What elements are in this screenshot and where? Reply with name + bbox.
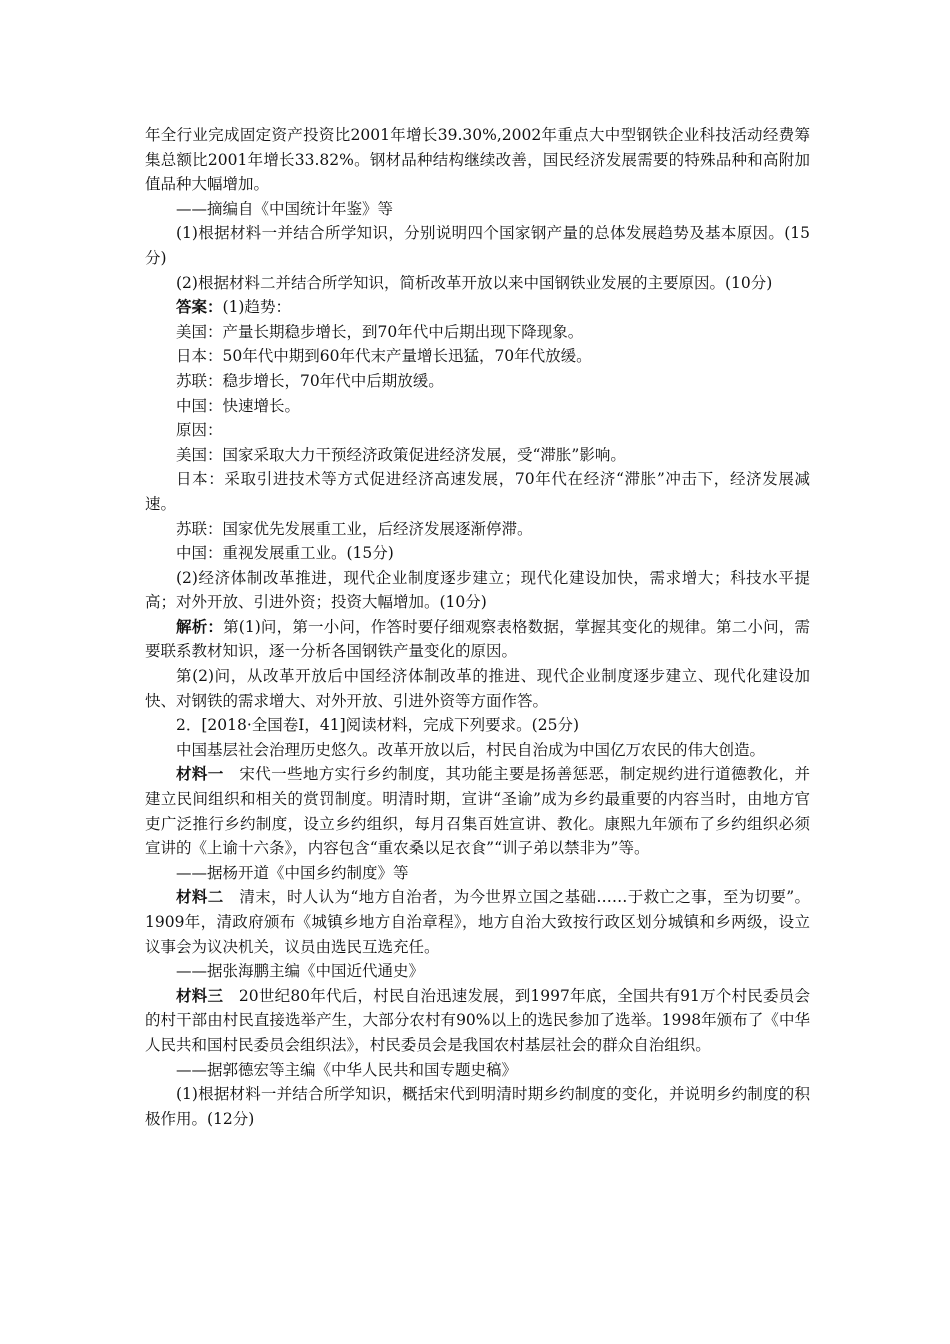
trend-us: 美国：产量长期稳步增长，到70年代中后期出现下降现象。	[176, 322, 584, 341]
reason-china: 中国：重视发展重工业。(15分)	[176, 544, 394, 563]
material-3	[145, 984, 810, 1058]
question-1: (1)根据材料一并结合所学知识，分别说明四个国家钢产量的总体发展趋势及基本原因。(15分)	[145, 224, 810, 267]
answer-first-line: (1)趋势：	[222, 298, 291, 317]
source-citation-1: ——摘编自《中国统计年鉴》等	[176, 199, 394, 218]
question-2-header: 2．[2018·全国卷Ⅰ，41]阅读材料，完成下列要求。(25分)	[176, 716, 579, 735]
material-1-text: 宋代一些地方实行乡约制度，其功能主要是扬善惩恶，制定规约进行道德教化，并建立民间组织和相关的赏罚制度。明清时期，宣讲“圣谕”成为乡约最重要的内容当时，由地方官吏广泛推行乡约制度，设立乡约组织，每月召集百姓宣讲、教化。康熙九年颁布了乡约组织必须宣讲的《上谕十六条》，内容包含“重农桑以足衣食”“训子弟以禁非为”等。	[145, 765, 810, 858]
material-2-label: 材料二	[176, 887, 224, 907]
reason-us: 美国：国家采取大力干预经济政策促进经济发展，受“滞胀”影响。	[176, 445, 626, 464]
answer-block	[145, 295, 810, 320]
question-2: (2)根据材料二并结合所学知识，简析改革开放以来中国钢铁业发展的主要原因。(10分)	[176, 273, 773, 292]
question-3: (1)根据材料一并结合所学知识，概括宋代到明清时期乡约制度的变化，并说明乡约制度的积极作用。(12分)	[145, 1085, 810, 1128]
source-material-2: ——据张海鹏主编《中国近代通史》	[176, 962, 425, 981]
answer-2: (2)经济体制改革推进，现代企业制度逐步建立；现代化建设加快，需求增大；科技水平提高；对外开放、引进外资；投资大幅增加。(10分)	[145, 568, 810, 612]
analysis-text-1: 第(1)问，第一小问，作答时要仔细观察表格数据，掌握其变化的规律。第二小问，需要联系教材知识，逐一分析各国钢铁产量变化的原因。	[145, 617, 810, 661]
material-3-text: 20世纪80年代后，村民自治迅速发展，到1997年底，全国共有91万个村民委员会的村干部由村民直接选举产生，大部分农村有90%以上的选民参加了选举。1998年颁布了《中华人民共和国村民委员会组织法》，村民委员会是我国农村基层社会的群众自治组织。	[145, 986, 810, 1054]
paragraph-top: 年全行业完成固定资产投资比2001年增长39.30%,2002年重点大中型钢铁企业科技活动经费筹集总额比2001年增长33.82%。钢材品种结构继续改善，国民经济发展需要的特殊品种和高附加值品种大幅增加。	[145, 126, 810, 194]
reason-soviet: 苏联：国家优先发展重工业，后经济发展逐渐停滞。	[176, 519, 533, 538]
document-page	[145, 123, 810, 1131]
source-material-1: ——据杨开道《中国乡约制度》等	[176, 863, 409, 882]
material-1-label: 材料一	[176, 764, 224, 784]
trend-china: 中国：快速增长。	[176, 396, 301, 415]
material-2	[145, 885, 810, 959]
reason-label: 原因：	[176, 421, 223, 440]
intro-paragraph: 中国基层社会治理历史悠久。改革开放以后，村民自治成为中国亿万农民的伟大创造。	[176, 740, 766, 759]
analysis-label: 解析：	[176, 616, 224, 636]
material-1	[145, 762, 810, 860]
material-3-label: 材料三	[176, 985, 224, 1005]
material-2-text: 清末，时人认为“地方自治者，为今世界立国之基础……于救亡之事，至为切要”。1909年，清政府颁布《城镇乡地方自治章程》，地方自治大致按行政区划分城镇和乡两级，设立议事会为议决机关，议员由选民互选充任。	[145, 888, 810, 956]
trend-japan: 日本：50年代中期到60年代末产量增长迅猛，70年代放缓。	[176, 347, 592, 366]
answer-label: 答案：	[176, 297, 223, 317]
analysis-block	[145, 615, 810, 664]
source-material-3: ——据郭德宏等主编《中华人民共和国专题史稿》	[176, 1060, 518, 1079]
analysis-text-2: 第(2)问，从改革开放后中国经济体制改革的推进、现代企业制度逐步建立、现代化建设加快、对钢铁的需求增大、对外开放、引进外资等方面作答。	[145, 667, 810, 710]
reason-japan: 日本：采取引进技术等方式促进经济高速发展，70年代在经济“滞胀”冲击下，经济发展减速。	[145, 470, 810, 513]
trend-soviet: 苏联：稳步增长，70年代中后期放缓。	[176, 371, 444, 390]
